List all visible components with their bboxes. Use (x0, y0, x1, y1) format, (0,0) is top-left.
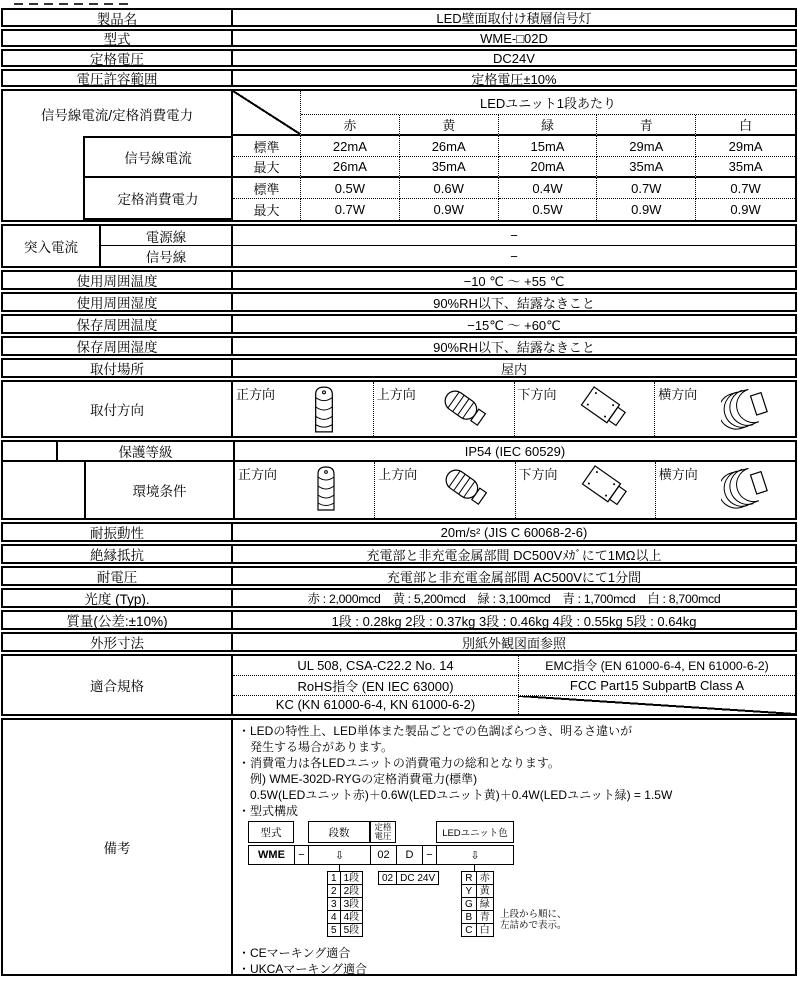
sig-max-blue: 35mA (597, 157, 696, 178)
color-label: 白 (476, 924, 493, 937)
luminous-intensity-value: 赤 : 2,000mcd 黄 : 5,200mcd 緑 : 3,100mcd 青 : 1,700mcd 白 : 8,700mcd (307, 592, 721, 606)
color-label: 緑 (476, 898, 493, 911)
environment-row (3, 462, 795, 518)
rated-voltage-label: 定格電圧 (3, 51, 233, 65)
type-max: 最大 (233, 157, 301, 178)
code-hyphen: − (423, 846, 437, 864)
pow-max-green: 0.5W (499, 199, 598, 220)
stage-label: 3段 (340, 898, 363, 911)
stage-code: 1 (328, 872, 341, 885)
power-line-value: − (233, 226, 795, 246)
operating-humidity-label: 使用周囲湿度 (3, 294, 233, 310)
model-label: 型式 (3, 31, 233, 45)
direction-front-label: 正方向 (236, 387, 276, 402)
pow-max-yellow: 0.9W (400, 199, 499, 220)
row-voltage-tolerance (1, 69, 797, 87)
sig-std-blue: 29mA (597, 136, 696, 157)
voltage-tolerance-label: 電圧許容範囲 (3, 71, 233, 85)
signal-current-label: 信号線電流 (83, 136, 233, 178)
sig-max-green: 20mA (499, 157, 598, 178)
unit-down-image (581, 464, 631, 510)
row-dimensions (1, 632, 797, 652)
color-code: Y (462, 885, 477, 898)
unit-front-image (312, 384, 336, 436)
indent-strip (3, 136, 83, 220)
storage-temp-value: −15℃ ～ +60℃ (467, 317, 561, 333)
mounting-direction-cells (233, 382, 795, 436)
header-stages: 段数 (308, 821, 370, 843)
sig-std-red: 22mA (301, 136, 400, 157)
color-code: R (462, 872, 477, 885)
sig-max-yellow: 35mA (400, 157, 499, 178)
row-storage-humidity (1, 336, 797, 356)
code-hyphen: − (295, 846, 309, 864)
unit-up-image (441, 464, 491, 510)
spec-sheet (0, 1, 798, 976)
direction-up (374, 462, 514, 518)
model-structure-diagram (248, 821, 793, 945)
withstand-voltage-value: 充電部と非充電金属部間 AC500Vにて1分間 (386, 569, 642, 585)
direction-side-label: 横方向 (658, 467, 698, 482)
dimensions-value: 別紙外観図面参照 (461, 635, 566, 651)
rated-power-label: 定格消費電力 (83, 178, 233, 220)
protection-environment-section (1, 440, 797, 520)
product-name-value: LED壁面取付け積層信号灯 (436, 11, 592, 26)
vibration-label: 耐振動性 (3, 524, 233, 540)
weight-label: 質量(公差:±10%) (3, 612, 233, 628)
code-color-arrow: ⇩ (470, 849, 480, 862)
signal-line-label: 信号線 (101, 246, 233, 266)
storage-temp-label: 保存周囲温度 (3, 316, 233, 332)
note-line: 上段から順に、 (500, 909, 567, 920)
color-header-blue: 青 (597, 115, 696, 136)
type-std: 標準 (233, 136, 301, 157)
voltage-tolerance-value: 定格電圧±10% (471, 71, 557, 87)
row-rated-voltage (1, 49, 797, 67)
stage-label: 5段 (340, 924, 363, 937)
standard-rohs: RoHS指令 (EN IEC 63000) (233, 676, 519, 695)
model-code-row (248, 845, 514, 865)
direction-side (654, 382, 795, 436)
unit-side-image (721, 384, 771, 432)
dimensions-label: 外形寸法 (3, 634, 233, 650)
standards-grid (233, 656, 795, 714)
stage-label: 2段 (340, 885, 363, 898)
standard-kc: KC (KN 61000-6-4, KN 61000-6-2) (233, 696, 519, 715)
vibration-value: 20m/s² (JIS C 60068-2-6) (440, 524, 588, 540)
insulation-label: 絶縁抵抗 (3, 546, 233, 562)
code-voltage: 02 (371, 846, 397, 864)
unit-up-image (440, 384, 490, 432)
header-voltage: 定格電圧 (370, 821, 396, 843)
standards-row-1 (233, 656, 795, 676)
color-order-note (500, 909, 567, 931)
operating-temp-label: 使用周囲温度 (3, 272, 233, 288)
color-header-red: 赤 (301, 115, 400, 136)
color-code: G (462, 898, 477, 911)
color-label: 青 (476, 911, 493, 924)
indent-strip (3, 462, 86, 518)
mounting-place-value: 屋内 (500, 361, 527, 377)
remark-footer-line: ・CEマーキング適合 (238, 946, 351, 960)
row-weight (1, 610, 797, 630)
standards-label: 適合規格 (3, 656, 233, 714)
standard-emc: EMC指令 (EN 61000-6-4, EN 61000-6-2) (545, 659, 769, 674)
standard-fcc: FCC Part15 SubpartB Class A (569, 677, 745, 693)
direction-down-label: 下方向 (517, 387, 557, 402)
color-code: C (462, 924, 477, 937)
unit-down-image (580, 384, 630, 432)
diagonal-blank-cell (233, 91, 301, 136)
direction-front-label: 正方向 (238, 467, 278, 482)
row-vibration (1, 522, 797, 542)
operating-humidity-value: 90%RH以下、結露なきこと (433, 295, 595, 311)
direction-side (655, 462, 795, 518)
inrush-section (1, 224, 797, 268)
code-d: D (397, 846, 423, 864)
stage-code: 3 (328, 898, 341, 911)
standards-row-3 (233, 696, 795, 715)
color-header-green: 緑 (499, 115, 598, 136)
header-led-color: LEDユニット色 (436, 821, 514, 843)
insulation-value: 充電部と非充電金属部間 DC500Vﾒｶﾞにて1MΩ以上 (366, 547, 662, 563)
power-line-label: 電源線 (101, 226, 233, 246)
led-unit-header: LEDユニット1段あたり (301, 91, 795, 115)
indent-strip (3, 442, 58, 460)
sig-max-red: 26mA (301, 157, 400, 178)
pow-std-white: 0.7W (696, 178, 795, 199)
voltage-option-table (378, 871, 439, 885)
remark-line: 例) WME-302D-RYGの定格消費電力(標準) (238, 772, 478, 786)
protection-row (3, 442, 795, 462)
remark-line: 発生する場合があります。 (238, 740, 394, 754)
stage-code: 4 (328, 911, 341, 924)
row-mounting-place (1, 358, 797, 378)
color-header-yellow: 黄 (400, 115, 499, 136)
storage-humidity-label: 保存周囲湿度 (3, 338, 233, 354)
led-spec-section (1, 89, 797, 222)
sig-std-yellow: 26mA (400, 136, 499, 157)
pow-max-red: 0.7W (301, 199, 400, 220)
mounting-place-label: 取付場所 (3, 360, 233, 376)
remark-line: ・消費電力は各LEDユニットの消費電力の総和となります。 (238, 756, 560, 770)
signal-line-value: − (510, 248, 518, 264)
operating-temp-value: −10 ℃ ～ +55 ℃ (463, 273, 565, 289)
mounting-direction-section (1, 380, 797, 438)
stage-label: 1段 (340, 872, 363, 885)
rated-voltage-value: DC24V (493, 50, 535, 66)
clipped-text-fragment (14, 1, 134, 6)
color-header-white: 白 (696, 115, 795, 136)
diagonal-blank-cell (519, 696, 795, 715)
header-model: 型式 (248, 821, 294, 843)
standards-row-2 (233, 676, 795, 696)
type-std: 標準 (233, 178, 301, 199)
code-stage-arrow: ⇩ (309, 846, 371, 864)
protection-value: IP54 (IEC 60529) (464, 443, 566, 459)
storage-humidity-value: 90%RH以下、結露なきこと (433, 339, 595, 355)
remarks-section (1, 718, 797, 976)
standard-ul-csa: UL 508, CSA-C22.2 No. 14 (233, 656, 519, 675)
row-operating-humidity (1, 292, 797, 312)
direction-up (373, 382, 514, 436)
color-label: 黄 (476, 885, 493, 898)
type-max: 最大 (233, 199, 301, 220)
direction-front (235, 462, 374, 518)
direction-down (514, 382, 655, 436)
remark-line: 0.5W(LEDユニット赤)＋0.6W(LEDユニット黄)＋0.4W(LEDユニット緑) = 1.5W (238, 788, 673, 802)
row-withstand-voltage (1, 566, 797, 586)
direction-down-label: 下方向 (518, 467, 558, 482)
environment-direction-cells (235, 462, 795, 518)
pow-std-yellow: 0.6W (400, 178, 499, 199)
remarks-label: 備考 (3, 720, 233, 974)
unit-side-image (721, 464, 771, 510)
color-options-table (461, 871, 494, 937)
stage-code: 2 (328, 885, 341, 898)
stage-code: 5 (328, 924, 341, 937)
model-value: WME-□02D (480, 30, 548, 46)
remark-footer-line: ・UKCAマーキング適合 (238, 962, 367, 976)
voltage-label: DC 24V (397, 872, 439, 885)
direction-down (515, 462, 655, 518)
color-label: 赤 (476, 872, 493, 885)
inrush-label: 突入電流 (3, 226, 101, 266)
sig-std-white: 29mA (696, 136, 795, 157)
pow-max-white: 0.9W (730, 202, 761, 217)
row-luminous-intensity (1, 588, 797, 608)
pow-max-blue: 0.9W (597, 199, 696, 220)
mounting-direction-label: 取付方向 (3, 382, 233, 436)
code-wme: WME (249, 846, 295, 864)
remark-line: ・型式構成 (238, 804, 299, 818)
direction-front (233, 382, 373, 436)
direction-up-label: 上方向 (378, 467, 418, 482)
pow-std-red: 0.5W (301, 178, 400, 199)
product-name-label: 製品名 (3, 10, 233, 25)
protection-label: 保護等級 (58, 442, 235, 460)
pow-std-blue: 0.7W (597, 178, 696, 199)
stage-label: 4段 (340, 911, 363, 924)
voltage-code: 02 (379, 872, 397, 885)
standards-section (1, 654, 797, 716)
direction-side-label: 横方向 (658, 387, 698, 402)
unit-front-image (314, 464, 338, 514)
withstand-voltage-label: 耐電圧 (3, 568, 233, 584)
remarks-content (233, 720, 795, 974)
pow-std-green: 0.4W (499, 178, 598, 199)
row-insulation (1, 544, 797, 564)
direction-up-label: 上方向 (376, 387, 416, 402)
note-line: 左詰めで表示。 (500, 920, 567, 931)
remark-line: ・LEDの特性上、LED単体また製品ごとでの色調ばらつき、明るさ違いが (238, 724, 633, 738)
row-product-name (1, 8, 797, 27)
row-model (1, 29, 797, 47)
led-section-label: 信号線電流/定格消費電力 (3, 91, 233, 136)
weight-value: 1段 : 0.28kg 2段 : 0.37kg 3段 : 0.46kg 4段 : 0.55kg 5段 : 0.64kg (331, 613, 697, 629)
color-code: B (462, 911, 477, 924)
row-operating-temp (1, 270, 797, 290)
sig-max-white: 35mA (696, 157, 795, 178)
sig-std-green: 15mA (499, 136, 598, 157)
luminous-intensity-label: 光度 (Typ). (3, 590, 233, 606)
row-storage-temp (1, 314, 797, 334)
environment-label: 環境条件 (86, 462, 235, 518)
stage-options-table (327, 871, 363, 937)
